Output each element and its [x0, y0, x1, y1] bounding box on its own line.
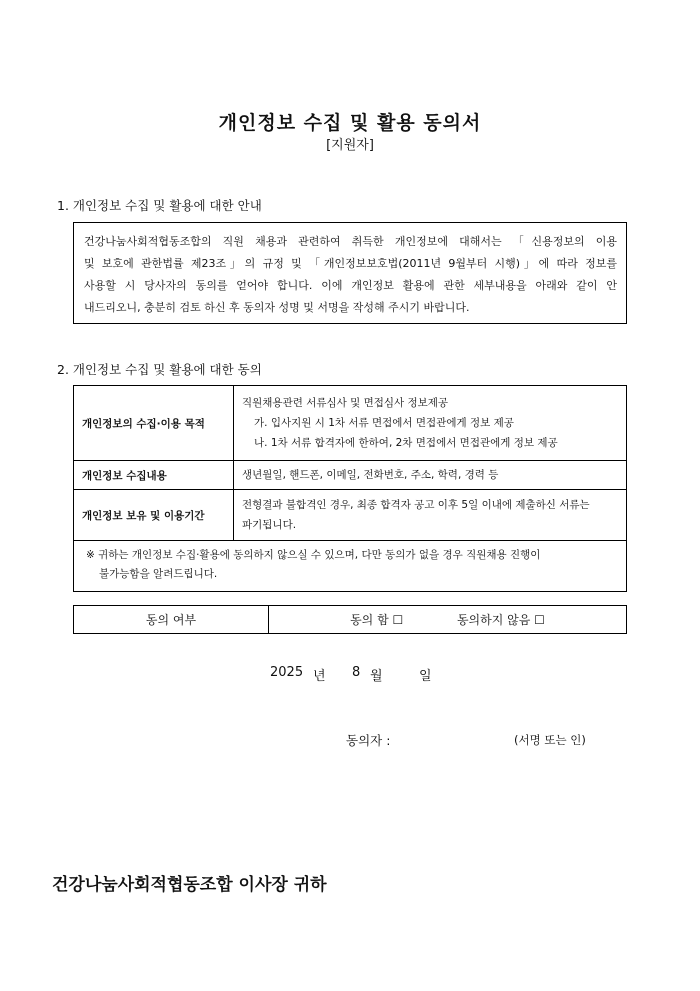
- table-row: [74, 386, 627, 461]
- row-value-purpose: [234, 386, 627, 461]
- signature-hint: (서명 또는 인): [514, 733, 586, 747]
- row-header-retention: 개인정보 보유 및 이용기간: [74, 490, 234, 541]
- disagree-label: 동의하지 않음: [456, 613, 531, 627]
- purpose-line: 가. 입사지원 시 1차 서류 면접에서 면접관에게 정보 제공: [254, 417, 514, 429]
- agreement-row: [74, 606, 627, 634]
- section2-heading: 2. 개인정보 수집 및 활용에 대한 동의: [57, 362, 262, 377]
- agree-label: 동의 함: [350, 613, 389, 627]
- page-subtitle: [지원자]: [326, 138, 374, 153]
- row-value-items: 생년월일, 핸드폰, 이메일, 전화번호, 주소, 학력, 경력 등: [234, 461, 627, 490]
- row-value-retention: [234, 490, 627, 541]
- notice-line: 불가능함을 알려드립니다.: [99, 568, 218, 580]
- signer-label: 동의자 :: [346, 733, 391, 748]
- disagree-checkbox[interactable]: ☐: [534, 613, 545, 627]
- section1-line: 사용할 시 당사자의 동의를 얻어야 합니다. 이에 개인정보 활용에 관한 세부내용을 아래와 같이 안: [84, 279, 617, 292]
- purpose-line: 나. 1차 서류 합격자에 한하여, 2차 면접에서 면접관에게 정보 제공: [254, 437, 558, 449]
- page-title: 개인정보 수집 및 활용 동의서: [218, 112, 482, 134]
- retention-line: 파기됩니다.: [242, 519, 297, 531]
- date-day-unit: 일: [419, 669, 432, 684]
- row-header-purpose: 개인정보의 수집·이용 목적: [74, 386, 234, 461]
- agreement-table: [73, 605, 627, 634]
- table-row: [74, 461, 627, 490]
- agreement-label: 동의 여부: [74, 606, 269, 634]
- agree-checkbox[interactable]: ☐: [392, 613, 404, 627]
- consent-detail-table: [73, 385, 627, 541]
- notice-line: ※ 귀하는 개인정보 수집·활용에 동의하지 않으실 수 있으며, 다만 동의가 없을 경우 직원채용 진행이: [86, 549, 541, 561]
- section1-line: 및 보호에 관한법률 제23조」의 규정 및 「개인정보보호법(2011년 9월부터 시행)」에 따라 정보를: [84, 257, 617, 270]
- section1-line: 건강나눔사회적협동조합의 직원 채용과 관련하여 취득한 개인정보에 대해서는 「신용정보의 이용: [84, 235, 617, 248]
- row-header-items: 개인정보 수집내용: [74, 461, 234, 490]
- agreement-options: [269, 606, 627, 634]
- disagree-option[interactable]: [457, 613, 545, 627]
- section1-heading: 1. 개인정보 수집 및 활용에 대한 안내: [57, 198, 262, 213]
- date-year-unit: 년: [313, 669, 326, 684]
- signature-field[interactable]: [407, 746, 502, 747]
- date-year: 2025: [270, 665, 304, 680]
- table-row: [74, 490, 627, 541]
- retention-line: 전형결과 불합격인 경우, 최종 합격자 공고 이후 5일 이내에 제출하신 서류는: [242, 499, 590, 511]
- section1-line: 내드리오니, 충분히 검토 하신 후 동의자 성명 및 서명을 작성해 주시기 바랍니다.: [84, 301, 470, 314]
- section1-notice-box: [73, 222, 627, 324]
- refusal-notice: [73, 539, 627, 592]
- agree-option[interactable]: [350, 613, 407, 627]
- date-month: 8: [352, 665, 361, 680]
- date-month-unit: 월: [370, 669, 383, 684]
- purpose-line: 직원채용관련 서류심사 및 면접심사 정보제공: [242, 397, 449, 409]
- recipient: 건강나눔사회적협동조합 이사장 귀하: [52, 875, 327, 895]
